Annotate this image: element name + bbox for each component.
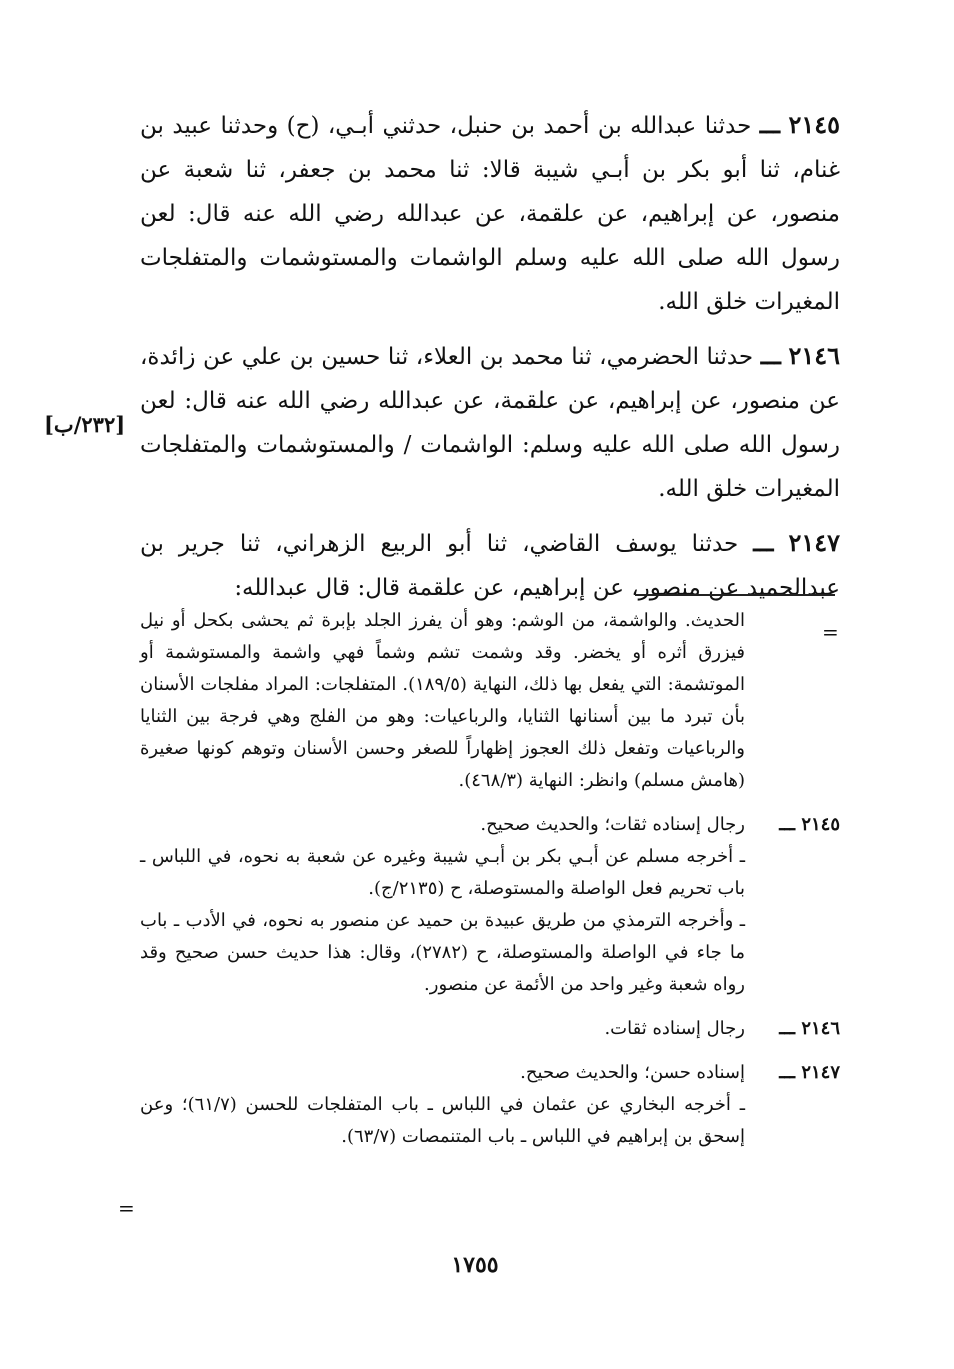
hadith-2146: [140, 334, 840, 511]
hadith-number: ٢١٤٦: [788, 341, 840, 370]
footnote-text: ـ أخرجه مسلم عن أبـي بكر بن أبـي شيبة وغيره عن شعبة به نحوه، في اللباس ـ باب تحريم فعل الواصلة والمستوصلة، ح (٢١٣٥/ج).: [140, 846, 745, 899]
footnote-text: الحديث. والواشمة، من الوشم: وهو أن يفرز الجلد بإبرة ثم يحشى بكحل أو نيل فيزرق أثره أو يخضر. وقد وشمت تشم وشماً فهي واشمة والمستوشمة أو الموتشمة: التي يفعل بها ذلك، النهاية (١٨٩/٥). المتفلجات: المراد مفلجات الأسنان بأن تبرد ما بين أسنانها الثنايا، والرباعيات: وهو من الفلج وهي فرجة بين الثنايا والرباعيات وتفعل ذلك العجوز إظهاراً للصغر وحسن الأسنان وتوهم كونها صغيرة (هامش مسلم) وانظر: النهاية (٤٦٨/٣).: [140, 610, 745, 791]
main-text: [140, 103, 840, 620]
page-number: ١٧٥٥: [451, 1252, 499, 1278]
footnote-text: ـ وأخرجه الترمذي من طريق عبيدة بن حميد عن منصور به نحوه، في الأدب ـ باب ما جاء في الواصلة والمستوصلة، ح (٢٧٨٢)، وقال: هذا حديث حسن صحيح وقد رواه شعبة وغير واحد من الأئمة عن منصور.: [140, 910, 745, 995]
hadith-dash: ـــ: [759, 112, 781, 139]
footnote-continuation: [140, 605, 840, 797]
hadith-text: حدثنا يوسف القاضي، ثنا أبو الربيع الزهراني، ثنا جرير بن عبدالحميد عن منصور، عن إبراهيم، عن علقمة قال: قال عبدالله:: [140, 531, 840, 601]
hadith-2145: [140, 103, 840, 324]
footnote-number: ٢١٤٦ ـــ: [779, 1018, 840, 1039]
footnotes: [140, 605, 840, 1165]
hadith-number: ٢١٤٧: [788, 528, 840, 557]
hadith-text: حدثنا عبدالله بن أحمد بن حنبل، حدثني أبـي، (ح) وحدثنا عبيد بن غنام، ثنا أبو بكر بن أبـي شيبة قالا: ثنا محمد بن جعفر، ثنا شعبة عن منصور، عن إبراهيم، عن علقمة، عن عبدالله رضي الله عنه قال: لعن رسول الله صلى الله عليه وسلم الواشمات والمستوشمات والمتفلجات المغيرات خلق الله.: [140, 113, 840, 315]
hadith-dash: ـــ: [753, 530, 774, 557]
footnote-number: ٢١٤٥ ـــ: [779, 814, 840, 835]
footnote-text: رجال إسناده ثقات.: [604, 1018, 745, 1039]
manuscript-folio-ref: [٢٣٢/ب]: [44, 412, 126, 437]
hadith-dash: ـــ: [760, 343, 781, 370]
continued-mark: =: [118, 1196, 135, 1220]
continuation-mark: =: [822, 620, 839, 644]
hadith-text: حدثنا الحضرمي، ثنا محمد بن العلاء، ثنا حسين بن علي عن زائدة، عن منصور، عن إبراهيم، عن علقمة، عن عبدالله رضي الله عنه قال: لعن رسول الله صلى الله عليه وسلم: الواشمات / والمستوشمات والمتفلجات المغيرات خلق الله.: [140, 344, 840, 502]
footnote-2145: [140, 809, 840, 1001]
footnote-2146: [140, 1013, 840, 1045]
hadith-2147: [140, 521, 840, 610]
footnote-divider: [635, 594, 835, 596]
footnote-text: ـ أخرجه البخاري عن عثمان في اللباس ـ باب المتفلجات للحسن (٦١/٧)؛ وعن إسحق بن إبراهيم في اللباس ـ باب المتنمصات (٦٣/٧).: [140, 1094, 745, 1147]
hadith-number: ٢١٤٥: [788, 110, 841, 139]
footnote-2147: [140, 1057, 840, 1153]
footnote-text: رجال إسناده ثقات؛ والحديث صحيح.: [480, 814, 745, 835]
footnote-text: إسناده حسن؛ والحديث صحيح.: [520, 1062, 745, 1083]
footnote-number: ٢١٤٧ ـــ: [779, 1062, 840, 1083]
